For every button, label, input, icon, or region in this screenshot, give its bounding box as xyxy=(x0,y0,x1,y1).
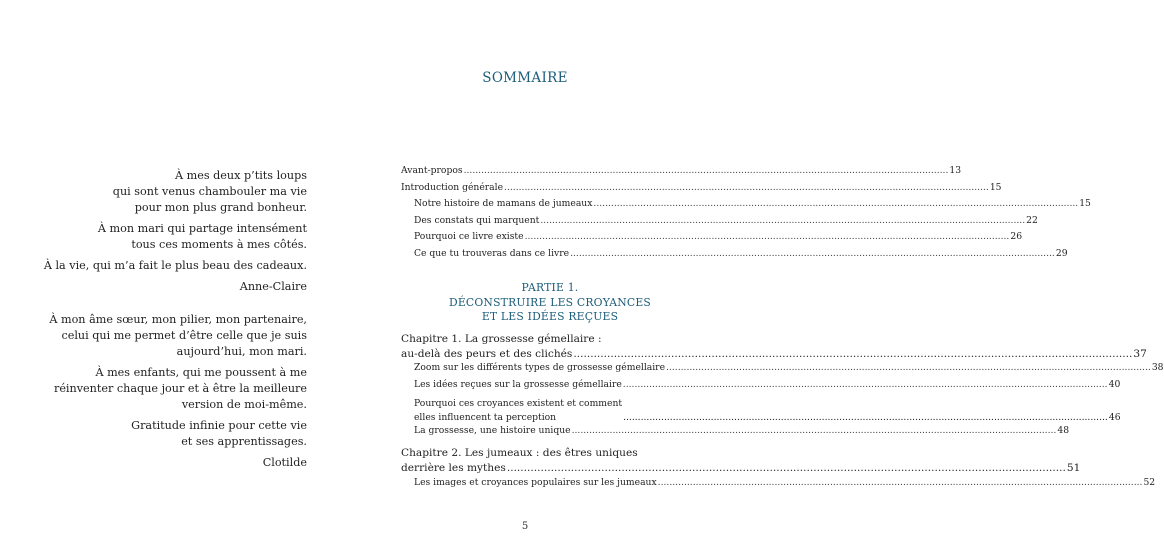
toc-entry[interactable] xyxy=(401,395,1121,425)
leader-dots xyxy=(623,411,1108,425)
toc-entry-title: Avant-propos xyxy=(401,165,463,176)
dedication-signature: Anne-Claire xyxy=(239,280,307,293)
toc-chapter-1[interactable] xyxy=(401,332,1147,361)
dedication-anne-claire xyxy=(44,168,307,300)
dedication-line: Gratitude infinie pour cette vie xyxy=(131,419,307,432)
toc-entry[interactable] xyxy=(401,247,1068,265)
sommaire-title: SOMMAIRE xyxy=(482,70,568,86)
toc-front-matter xyxy=(401,165,1091,265)
leader-dots xyxy=(573,347,1132,362)
toc-entry-title: Ce que tu trouveras dans ce livre xyxy=(414,247,570,259)
toc-entry-title: Pourquoi ces croyances existent et comment xyxy=(414,398,623,410)
chapter-page: 51 xyxy=(1066,461,1081,474)
chapter-title-line: Chapitre 1. La grossesse gémellaire : xyxy=(401,333,602,345)
toc-entry-page: 48 xyxy=(1057,425,1070,437)
chapter-title-line: derrière les mythes xyxy=(401,461,506,474)
part-heading xyxy=(390,281,710,325)
toc-entry-title: elles influencent ta perception xyxy=(414,412,557,424)
part-title-line: DÉCONSTRUIRE LES CROYANCES xyxy=(448,295,652,309)
page-number: 5 xyxy=(521,521,529,532)
toc-entry-title: Zoom sur les différents types de grossesse gémellaire xyxy=(414,362,666,373)
leader-dots xyxy=(623,379,1108,390)
toc-entry-title: Notre histoire de mamans de jumeaux xyxy=(414,198,593,210)
dedication-line: réinventer chaque jour et à être la meilleure xyxy=(53,382,307,395)
toc-entry-title: La grossesse, une histoire unique xyxy=(414,425,571,437)
leader-dots xyxy=(540,215,1025,226)
dedication-line: À mon âme sœur, mon pilier, mon partenaire, xyxy=(49,313,307,326)
toc-entry[interactable] xyxy=(401,477,1156,494)
toc-entry-title: Des constats qui marquent xyxy=(414,214,540,226)
dedication-line: qui sont venus chambouler ma vie xyxy=(112,185,307,198)
toc-entry-page: 15 xyxy=(989,181,1002,193)
leader-dots xyxy=(525,231,1010,242)
dedication-line: aujourd’hui, mon mari. xyxy=(176,345,307,358)
dedication-line: À mes deux p’tits loups xyxy=(174,169,307,182)
dedication-line: tous ces moments à mes côtés. xyxy=(131,238,307,251)
toc-entry-page: 15 xyxy=(1079,198,1091,210)
dedication-line: À la vie, qui m’a fait le plus beau des cadeaux. xyxy=(43,259,307,272)
toc-entry-page: 52 xyxy=(1143,477,1156,488)
toc-chapter-2-sections xyxy=(401,477,1156,494)
dedication-line: et ses apprentissages. xyxy=(181,435,307,448)
leader-dots xyxy=(507,461,1066,476)
leader-dots xyxy=(666,362,1151,373)
leader-dots xyxy=(572,425,1057,436)
toc-entry-page: 40 xyxy=(1108,378,1121,390)
part-number: PARTIE 1. xyxy=(521,281,579,294)
toc-entry-page: 46 xyxy=(1108,412,1121,424)
left-page xyxy=(0,0,350,558)
toc-entry[interactable] xyxy=(401,231,1023,248)
toc-entry[interactable] xyxy=(401,362,1164,379)
dedication-line: celui qui me permet d’être celle que je suis xyxy=(61,329,307,342)
dedication-clotilde xyxy=(49,312,307,476)
toc-entry-page: 13 xyxy=(949,165,962,176)
toc-entry-page: 26 xyxy=(1010,231,1023,243)
dedication-line: À mon mari qui partage intensément xyxy=(97,222,307,235)
toc-entry-title: Pourquoi ce livre existe xyxy=(414,231,524,243)
toc-entry[interactable] xyxy=(401,198,1091,215)
dedication-line: À mes enfants, qui me poussent à me xyxy=(95,366,307,379)
leader-dots xyxy=(504,182,989,193)
chapter-title-line: Chapitre 2. Les jumeaux : des êtres uniques xyxy=(401,447,638,459)
leader-dots xyxy=(593,198,1078,209)
leader-dots xyxy=(658,477,1143,488)
toc-entry[interactable] xyxy=(401,214,1038,232)
leader-dots xyxy=(570,248,1055,259)
dedication-line: pour mon plus grand bonheur. xyxy=(134,201,307,214)
toc-chapter-1-sections xyxy=(401,362,1164,442)
dedication-signature: Clotilde xyxy=(262,456,307,469)
toc-entry[interactable] xyxy=(401,378,1121,396)
toc-entry-title: Les images et croyances populaires sur les jumeaux xyxy=(414,477,657,488)
toc-entry-page: 38 xyxy=(1151,362,1164,373)
toc-entry-title: Introduction générale xyxy=(401,181,504,193)
chapter-page: 37 xyxy=(1133,347,1147,360)
toc-entry-page: 29 xyxy=(1055,247,1068,259)
dedication-line: version de moi-même. xyxy=(181,398,307,411)
toc-chapter-2[interactable] xyxy=(401,446,1081,475)
right-page xyxy=(350,0,1164,558)
toc-entry[interactable] xyxy=(401,181,1002,199)
toc-entry[interactable] xyxy=(401,425,1070,442)
leader-dots xyxy=(464,165,949,176)
toc-entry-title: Les idées reçues sur la grossesse gémellaire xyxy=(414,378,622,390)
part-title-line: ET LES IDÉES REÇUES xyxy=(481,310,619,323)
chapter-title-line: au-delà des peurs et des clichés xyxy=(401,347,573,360)
toc-entry-page: 22 xyxy=(1026,214,1038,226)
toc-entry[interactable] xyxy=(401,165,962,182)
